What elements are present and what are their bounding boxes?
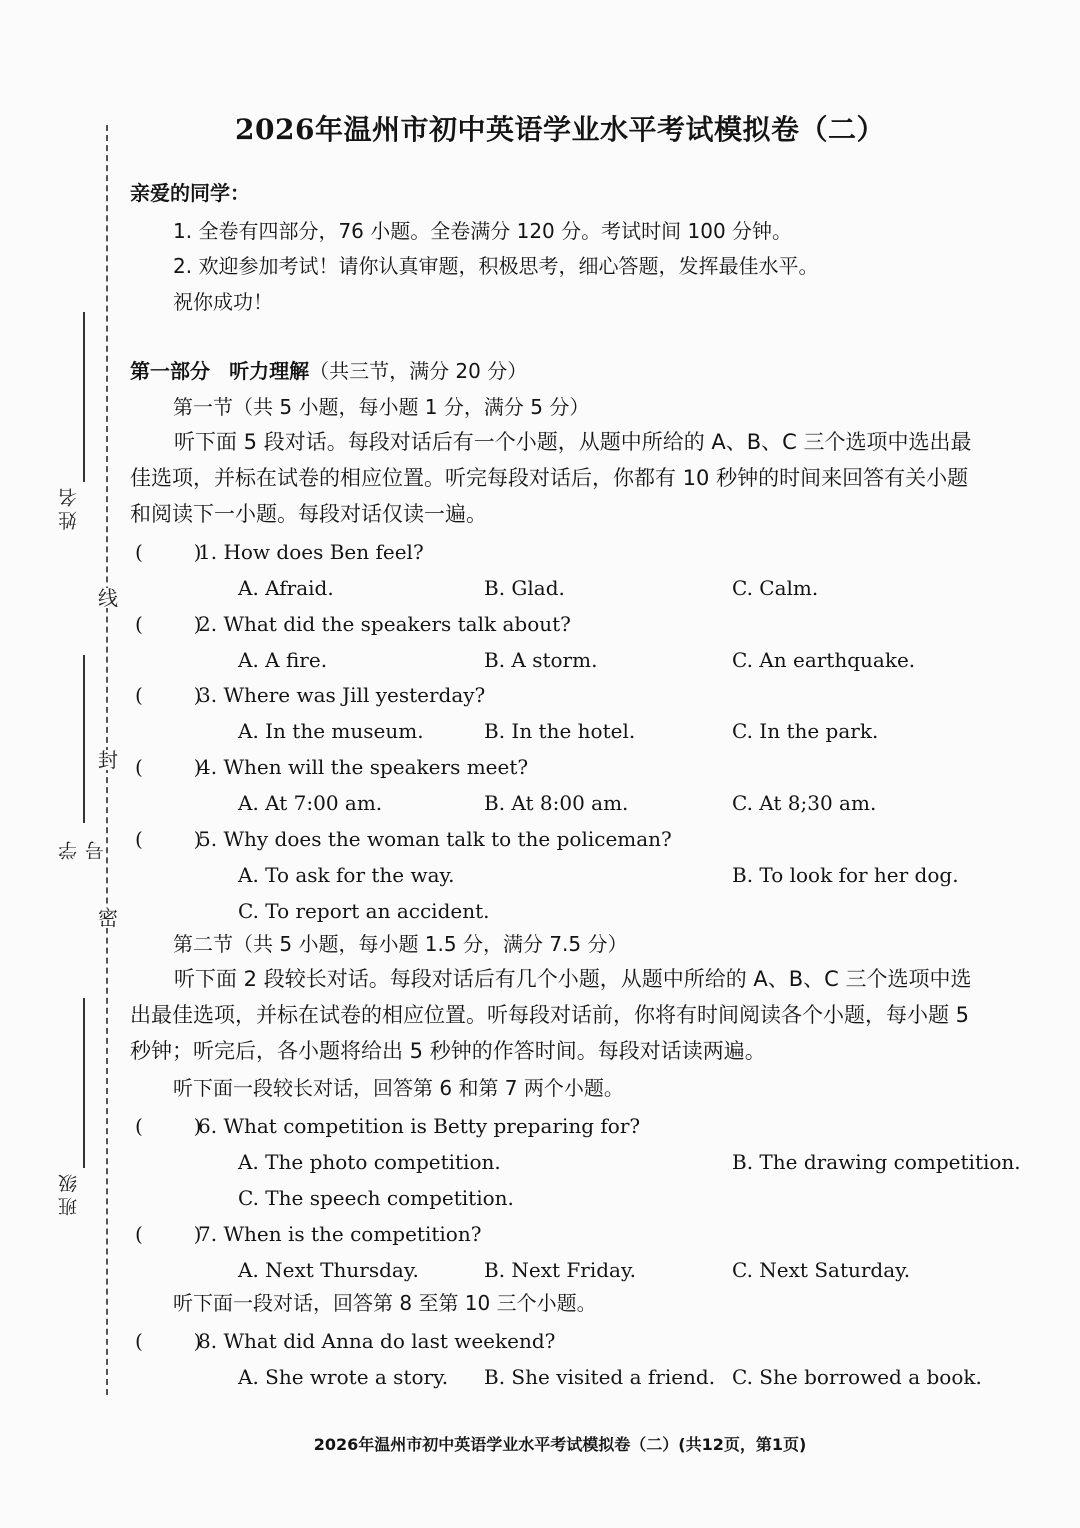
answer-blank-2[interactable]: ( ) [135, 612, 202, 636]
question-5-option-c: C. To report an accident. [238, 899, 490, 923]
note-3: 祝你成功！ [173, 290, 273, 314]
question-6-option-c: C. The speech competition. [238, 1186, 514, 1210]
question-8-option-c: C. She borrowed a book. [732, 1365, 982, 1389]
question-1-option-b: B. Glad. [484, 576, 565, 600]
answer-blank-4[interactable]: ( ) [135, 755, 202, 779]
class-underline [83, 998, 85, 1168]
question-6-option-b: B. The drawing competition. [732, 1150, 1021, 1174]
answer-blank-8[interactable]: ( ) [135, 1329, 202, 1353]
class-label: 班级 [58, 1170, 80, 1216]
name-underline [83, 312, 85, 482]
question-6-option-a: A. The photo competition. [238, 1150, 501, 1174]
class-field[interactable] [55, 998, 95, 1218]
section2-instructions: 听下面 2 段较长对话。每段对话后有几个小题，从题中所给的 A、B、C 三个选项中选出最佳选项，并标在试卷的相应位置。听每段对话前，你将有时间阅读各个小题，每小题 5 秒钟；听完后，各小题将给出 5 秒钟的作答时间。每段对话读两遍。 [130, 967, 972, 1063]
question-2-option-a: A. A fire. [238, 648, 328, 672]
question-5-stem: 5. Why does the woman talk to the policeman? [198, 827, 672, 851]
note-1: 1. 全卷有四部分，76 小题。全卷满分 120 分。考试时间 100 分钟。 [173, 219, 793, 243]
part1-heading [130, 361, 527, 381]
student-id-label: 学号 [58, 837, 107, 860]
answer-blank-1[interactable]: ( ) [135, 540, 202, 564]
student-id-underline [83, 655, 85, 823]
part1-detail: （共三节，满分 20 分） [309, 359, 528, 383]
note-2: 2. 欢迎参加考试！请你认真审题，积极思考，细心答题，发挥最佳水平。 [173, 254, 819, 278]
question-8-option-a: A. She wrote a story. [238, 1365, 449, 1389]
answer-blank-5[interactable]: ( ) [135, 827, 202, 851]
binding-char-mi: 密 [98, 906, 118, 930]
section2-heading: 第二节（共 5 小题，每小题 1.5 分，满分 7.5 分） [173, 932, 628, 956]
question-7-option-b: B. Next Friday. [484, 1258, 636, 1282]
section1-heading: 第一节（共 5 小题，每小题 1 分，满分 5 分） [173, 395, 590, 419]
question-1-option-c: C. Calm. [732, 576, 819, 600]
name-field[interactable] [55, 312, 95, 532]
dialog1-intro: 听下面一段较长对话，回答第 6 和第 7 两个小题。 [173, 1076, 624, 1100]
dialog2-intro: 听下面一段对话，回答第 8 至第 10 三个小题。 [173, 1291, 597, 1315]
answer-blank-6[interactable]: ( ) [135, 1114, 202, 1138]
answer-blank-3[interactable]: ( ) [135, 683, 202, 707]
question-6-stem: 6. What competition is Betty preparing for? [198, 1114, 641, 1138]
student-id-field[interactable] [55, 655, 107, 870]
question-4-option-c: C. At 8;30 am. [732, 791, 877, 815]
binding-char-feng: 封 [98, 748, 118, 772]
question-3-option-b: B. In the hotel. [484, 719, 636, 743]
question-7-option-a: A. Next Thursday. [238, 1258, 419, 1282]
greeting: 亲爱的同学： [130, 181, 250, 205]
section1-instructions: 听下面 5 段对话。每段对话后有一个小题，从题中所给的 A、B、C 三个选项中选出最佳选项，并标在试卷的相应位置。听完每段对话后，你都有 10 秒钟的时间来回答有关小题和阅读下一小题。每段对话仅读一遍。 [130, 430, 972, 526]
question-3-option-a: A. In the museum. [238, 719, 424, 743]
exam-title: 2026年温州市初中英语学业水平考试模拟卷（二） [235, 113, 885, 146]
question-8-stem: 8. What did Anna do last weekend? [198, 1329, 556, 1353]
question-2-stem: 2. What did the speakers talk about? [198, 612, 571, 636]
question-3-option-c: C. In the park. [732, 719, 879, 743]
binding-char-xian: 线 [98, 586, 118, 610]
question-7-option-c: C. Next Saturday. [732, 1258, 911, 1282]
question-4-option-a: A. At 7:00 am. [238, 791, 383, 815]
question-8-option-b: B. She visited a friend. [484, 1365, 716, 1389]
question-1-stem: 1. How does Ben feel? [198, 540, 424, 564]
question-1-option-a: A. Afraid. [238, 576, 334, 600]
part1-number: 第一部分 [130, 359, 210, 383]
question-7-stem: 7. When is the competition? [198, 1222, 482, 1246]
question-2-option-b: B. A storm. [484, 648, 598, 672]
part1-name: 听力理解 [229, 359, 310, 383]
question-3-stem: 3. Where was Jill yesterday? [198, 683, 486, 707]
answer-blank-7[interactable]: ( ) [135, 1222, 202, 1246]
question-5-option-b: B. To look for her dog. [732, 863, 959, 887]
page-footer: 2026年温州市初中英语学业水平考试模拟卷（二）(共12页，第1页) [313, 1435, 807, 1454]
question-5-option-a: A. To ask for the way. [238, 863, 455, 887]
question-2-option-c: C. An earthquake. [732, 648, 916, 672]
name-label: 姓名 [58, 484, 80, 530]
question-4-stem: 4. When will the speakers meet? [198, 755, 529, 779]
question-4-option-b: B. At 8:00 am. [484, 791, 629, 815]
